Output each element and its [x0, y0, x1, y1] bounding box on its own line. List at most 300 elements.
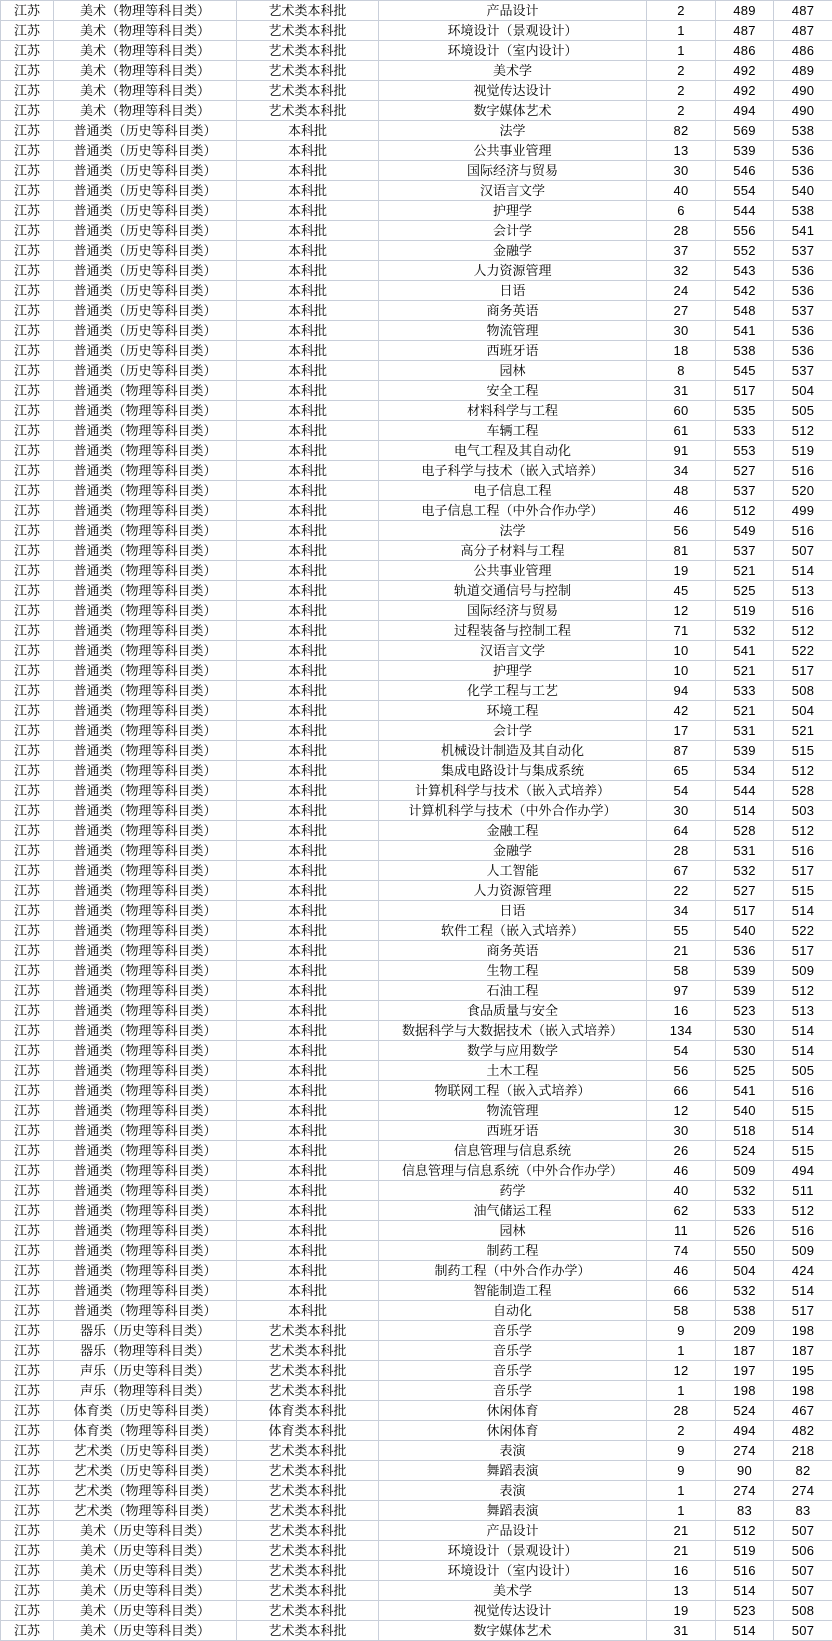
cell-plan-count: 32	[647, 261, 716, 281]
cell-category: 普通类（历史等科目类）	[54, 161, 237, 181]
cell-category: 普通类（物理等科目类）	[54, 941, 237, 961]
cell-low-score: 513	[774, 1001, 832, 1021]
cell-province: 江苏	[1, 1561, 54, 1581]
cell-plan-count: 16	[647, 1001, 716, 1021]
cell-high-score: 523	[716, 1001, 774, 1021]
cell-low-score: 509	[774, 1241, 832, 1261]
cell-high-score: 521	[716, 701, 774, 721]
table-row	[1, 121, 832, 141]
cell-high-score: 533	[716, 681, 774, 701]
cell-batch: 本科批	[237, 781, 379, 801]
cell-high-score: 517	[716, 901, 774, 921]
cell-high-score: 525	[716, 581, 774, 601]
cell-high-score: 540	[716, 921, 774, 941]
table-row	[1, 1541, 832, 1561]
cell-batch: 本科批	[237, 1041, 379, 1061]
cell-plan-count: 2	[647, 61, 716, 81]
cell-high-score: 527	[716, 881, 774, 901]
cell-batch: 本科批	[237, 1201, 379, 1221]
cell-category: 普通类（物理等科目类）	[54, 661, 237, 681]
table-row	[1, 1401, 832, 1421]
cell-high-score: 552	[716, 241, 774, 261]
cell-high-score: 489	[716, 1, 774, 21]
cell-high-score: 538	[716, 1301, 774, 1321]
cell-province: 江苏	[1, 561, 54, 581]
cell-low-score: 274	[774, 1481, 832, 1501]
cell-plan-count: 31	[647, 1621, 716, 1641]
cell-high-score: 274	[716, 1481, 774, 1501]
cell-province: 江苏	[1, 61, 54, 81]
cell-low-score: 512	[774, 621, 832, 641]
cell-category: 美术（历史等科目类）	[54, 1541, 237, 1561]
cell-province: 江苏	[1, 1221, 54, 1241]
cell-category: 普通类（物理等科目类）	[54, 801, 237, 821]
cell-plan-count: 1	[647, 1381, 716, 1401]
cell-high-score: 549	[716, 521, 774, 541]
cell-major: 西班牙语	[379, 341, 647, 361]
cell-major: 环境设计（室内设计）	[379, 41, 647, 61]
cell-high-score: 524	[716, 1401, 774, 1421]
cell-category: 美术（物理等科目类）	[54, 1, 237, 21]
table-row	[1, 1061, 832, 1081]
cell-batch: 本科批	[237, 681, 379, 701]
table-row	[1, 481, 832, 501]
cell-category: 艺术类（历史等科目类）	[54, 1461, 237, 1481]
cell-category: 普通类（物理等科目类）	[54, 581, 237, 601]
cell-major: 金融学	[379, 841, 647, 861]
cell-category: 普通类（物理等科目类）	[54, 1221, 237, 1241]
cell-low-score: 517	[774, 1301, 832, 1321]
cell-major: 机械设计制造及其自动化	[379, 741, 647, 761]
cell-low-score: 512	[774, 421, 832, 441]
cell-province: 江苏	[1, 1261, 54, 1281]
cell-province: 江苏	[1, 1541, 54, 1561]
cell-low-score: 517	[774, 661, 832, 681]
table-row	[1, 921, 832, 941]
table-row	[1, 181, 832, 201]
cell-batch: 艺术类本科批	[237, 1441, 379, 1461]
cell-low-score: 537	[774, 361, 832, 381]
cell-high-score: 540	[716, 1101, 774, 1121]
cell-major: 信息管理与信息系统	[379, 1141, 647, 1161]
cell-low-score: 514	[774, 1121, 832, 1141]
cell-category: 普通类（物理等科目类）	[54, 981, 237, 1001]
cell-major: 人力资源管理	[379, 261, 647, 281]
cell-batch: 本科批	[237, 1281, 379, 1301]
cell-plan-count: 91	[647, 441, 716, 461]
cell-plan-count: 12	[647, 1101, 716, 1121]
table-row	[1, 21, 832, 41]
cell-low-score: 490	[774, 101, 832, 121]
cell-batch: 本科批	[237, 1141, 379, 1161]
cell-province: 江苏	[1, 1141, 54, 1161]
cell-batch: 本科批	[237, 1101, 379, 1121]
cell-low-score: 516	[774, 521, 832, 541]
cell-low-score: 512	[774, 1201, 832, 1221]
cell-batch: 本科批	[237, 1221, 379, 1241]
cell-low-score: 505	[774, 1061, 832, 1081]
cell-category: 普通类（物理等科目类）	[54, 721, 237, 741]
cell-major: 土木工程	[379, 1061, 647, 1081]
cell-plan-count: 71	[647, 621, 716, 641]
cell-major: 化学工程与工艺	[379, 681, 647, 701]
cell-low-score: 520	[774, 481, 832, 501]
cell-plan-count: 46	[647, 1161, 716, 1181]
cell-province: 江苏	[1, 81, 54, 101]
cell-high-score: 187	[716, 1341, 774, 1361]
cell-category: 普通类（物理等科目类）	[54, 441, 237, 461]
cell-high-score: 528	[716, 821, 774, 841]
cell-province: 江苏	[1, 961, 54, 981]
cell-low-score: 536	[774, 321, 832, 341]
cell-batch: 本科批	[237, 461, 379, 481]
cell-high-score: 537	[716, 481, 774, 501]
cell-batch: 艺术类本科批	[237, 81, 379, 101]
cell-major: 食品质量与安全	[379, 1001, 647, 1021]
cell-province: 江苏	[1, 341, 54, 361]
cell-high-score: 544	[716, 201, 774, 221]
cell-batch: 本科批	[237, 741, 379, 761]
cell-high-score: 533	[716, 1201, 774, 1221]
cell-batch: 本科批	[237, 321, 379, 341]
cell-major: 法学	[379, 121, 647, 141]
cell-category: 美术（物理等科目类）	[54, 101, 237, 121]
cell-high-score: 530	[716, 1041, 774, 1061]
cell-plan-count: 66	[647, 1281, 716, 1301]
cell-province: 江苏	[1, 1061, 54, 1081]
cell-high-score: 523	[716, 1601, 774, 1621]
cell-plan-count: 11	[647, 1221, 716, 1241]
cell-major: 国际经济与贸易	[379, 601, 647, 621]
table-row	[1, 1241, 832, 1261]
cell-high-score: 197	[716, 1361, 774, 1381]
cell-batch: 本科批	[237, 1001, 379, 1021]
cell-batch: 艺术类本科批	[237, 1341, 379, 1361]
cell-batch: 艺术类本科批	[237, 1521, 379, 1541]
cell-batch: 本科批	[237, 521, 379, 541]
cell-province: 江苏	[1, 1481, 54, 1501]
cell-plan-count: 87	[647, 741, 716, 761]
cell-plan-count: 2	[647, 81, 716, 101]
table-row	[1, 321, 832, 341]
cell-province: 江苏	[1, 1361, 54, 1381]
cell-major: 汉语言文学	[379, 181, 647, 201]
cell-plan-count: 67	[647, 861, 716, 881]
cell-major: 环境设计（景观设计）	[379, 1541, 647, 1561]
cell-plan-count: 10	[647, 661, 716, 681]
cell-batch: 本科批	[237, 921, 379, 941]
cell-category: 普通类（物理等科目类）	[54, 1001, 237, 1021]
cell-province: 江苏	[1, 821, 54, 841]
cell-batch: 本科批	[237, 861, 379, 881]
cell-major: 制药工程	[379, 1241, 647, 1261]
cell-category: 普通类（物理等科目类）	[54, 1241, 237, 1261]
cell-batch: 本科批	[237, 421, 379, 441]
cell-batch: 本科批	[237, 361, 379, 381]
table-row	[1, 521, 832, 541]
table-row	[1, 821, 832, 841]
cell-batch: 本科批	[237, 581, 379, 601]
cell-high-score: 494	[716, 101, 774, 121]
cell-major: 园林	[379, 361, 647, 381]
cell-batch: 本科批	[237, 221, 379, 241]
cell-plan-count: 30	[647, 161, 716, 181]
cell-category: 普通类（物理等科目类）	[54, 741, 237, 761]
cell-low-score: 515	[774, 1141, 832, 1161]
cell-plan-count: 55	[647, 921, 716, 941]
cell-province: 江苏	[1, 681, 54, 701]
cell-province: 江苏	[1, 1021, 54, 1041]
cell-province: 江苏	[1, 1121, 54, 1141]
table-row	[1, 1221, 832, 1241]
cell-high-score: 538	[716, 341, 774, 361]
table-row	[1, 1281, 832, 1301]
cell-low-score: 503	[774, 801, 832, 821]
table-row	[1, 1081, 832, 1101]
cell-batch: 本科批	[237, 201, 379, 221]
cell-category: 普通类（物理等科目类）	[54, 401, 237, 421]
cell-category: 普通类（物理等科目类）	[54, 1181, 237, 1201]
cell-category: 美术（物理等科目类）	[54, 61, 237, 81]
cell-category: 普通类（物理等科目类）	[54, 641, 237, 661]
cell-high-score: 539	[716, 981, 774, 1001]
cell-category: 普通类（物理等科目类）	[54, 681, 237, 701]
cell-major: 商务英语	[379, 301, 647, 321]
cell-category: 普通类（物理等科目类）	[54, 1041, 237, 1061]
cell-major: 音乐学	[379, 1321, 647, 1341]
cell-major: 汉语言文学	[379, 641, 647, 661]
cell-category: 美术（历史等科目类）	[54, 1581, 237, 1601]
cell-province: 江苏	[1, 1, 54, 21]
cell-low-score: 514	[774, 901, 832, 921]
cell-major: 护理学	[379, 201, 647, 221]
cell-high-score: 531	[716, 721, 774, 741]
table-row	[1, 1101, 832, 1121]
cell-plan-count: 2	[647, 1421, 716, 1441]
table-row	[1, 941, 832, 961]
cell-province: 江苏	[1, 281, 54, 301]
table-row	[1, 981, 832, 1001]
cell-category: 普通类（物理等科目类）	[54, 921, 237, 941]
cell-batch: 本科批	[237, 481, 379, 501]
table-row	[1, 281, 832, 301]
cell-major: 舞蹈表演	[379, 1461, 647, 1481]
cell-province: 江苏	[1, 741, 54, 761]
cell-province: 江苏	[1, 121, 54, 141]
cell-major: 视觉传达设计	[379, 81, 647, 101]
cell-plan-count: 21	[647, 1541, 716, 1561]
cell-province: 江苏	[1, 461, 54, 481]
cell-category: 普通类（物理等科目类）	[54, 521, 237, 541]
cell-low-score: 508	[774, 1601, 832, 1621]
cell-low-score: 82	[774, 1461, 832, 1481]
cell-plan-count: 97	[647, 981, 716, 1001]
cell-batch: 本科批	[237, 761, 379, 781]
cell-high-score: 516	[716, 1561, 774, 1581]
cell-high-score: 83	[716, 1501, 774, 1521]
cell-batch: 本科批	[237, 721, 379, 741]
cell-plan-count: 27	[647, 301, 716, 321]
cell-province: 江苏	[1, 141, 54, 161]
table-row	[1, 201, 832, 221]
cell-plan-count: 28	[647, 841, 716, 861]
cell-high-score: 546	[716, 161, 774, 181]
table-row	[1, 581, 832, 601]
cell-category: 普通类（物理等科目类）	[54, 761, 237, 781]
cell-province: 江苏	[1, 421, 54, 441]
cell-major: 表演	[379, 1441, 647, 1461]
cell-batch: 本科批	[237, 981, 379, 1001]
cell-province: 江苏	[1, 1301, 54, 1321]
cell-province: 江苏	[1, 101, 54, 121]
cell-high-score: 539	[716, 141, 774, 161]
cell-plan-count: 30	[647, 1121, 716, 1141]
cell-low-score: 504	[774, 381, 832, 401]
table-row	[1, 1501, 832, 1521]
cell-province: 江苏	[1, 661, 54, 681]
table-row	[1, 61, 832, 81]
cell-category: 普通类（物理等科目类）	[54, 481, 237, 501]
cell-high-score: 517	[716, 381, 774, 401]
cell-category: 普通类（历史等科目类）	[54, 321, 237, 341]
cell-major: 日语	[379, 281, 647, 301]
cell-low-score: 509	[774, 961, 832, 981]
cell-batch: 本科批	[237, 141, 379, 161]
cell-major: 金融学	[379, 241, 647, 261]
cell-province: 江苏	[1, 201, 54, 221]
cell-category: 普通类（物理等科目类）	[54, 621, 237, 641]
cell-province: 江苏	[1, 1421, 54, 1441]
cell-low-score: 512	[774, 981, 832, 1001]
cell-batch: 本科批	[237, 261, 379, 281]
cell-high-score: 539	[716, 741, 774, 761]
cell-plan-count: 13	[647, 1581, 716, 1601]
table-row	[1, 1601, 832, 1621]
admission-table-body	[1, 1, 832, 1641]
cell-high-score: 521	[716, 561, 774, 581]
table-row	[1, 1461, 832, 1481]
cell-low-score: 424	[774, 1261, 832, 1281]
cell-category: 普通类（物理等科目类）	[54, 701, 237, 721]
cell-major: 物流管理	[379, 1101, 647, 1121]
cell-plan-count: 19	[647, 1601, 716, 1621]
cell-plan-count: 82	[647, 121, 716, 141]
cell-province: 江苏	[1, 41, 54, 61]
cell-major: 休闲体育	[379, 1401, 647, 1421]
cell-low-score: 536	[774, 341, 832, 361]
cell-plan-count: 1	[647, 1481, 716, 1501]
cell-plan-count: 8	[647, 361, 716, 381]
cell-category: 普通类（历史等科目类）	[54, 261, 237, 281]
cell-major: 园林	[379, 1221, 647, 1241]
cell-plan-count: 81	[647, 541, 716, 561]
cell-high-score: 532	[716, 861, 774, 881]
cell-province: 江苏	[1, 721, 54, 741]
cell-batch: 本科批	[237, 1301, 379, 1321]
cell-batch: 本科批	[237, 241, 379, 261]
cell-low-score: 494	[774, 1161, 832, 1181]
table-row	[1, 461, 832, 481]
cell-low-score: 482	[774, 1421, 832, 1441]
cell-province: 江苏	[1, 481, 54, 501]
cell-low-score: 516	[774, 1221, 832, 1241]
cell-high-score: 512	[716, 501, 774, 521]
cell-province: 江苏	[1, 761, 54, 781]
cell-batch: 本科批	[237, 621, 379, 641]
cell-category: 艺术类（物理等科目类）	[54, 1481, 237, 1501]
table-row	[1, 1581, 832, 1601]
cell-major: 产品设计	[379, 1, 647, 21]
cell-category: 普通类（物理等科目类）	[54, 1021, 237, 1041]
cell-province: 江苏	[1, 1501, 54, 1521]
cell-plan-count: 37	[647, 241, 716, 261]
cell-category: 普通类（物理等科目类）	[54, 601, 237, 621]
cell-high-score: 550	[716, 1241, 774, 1261]
cell-low-score: 83	[774, 1501, 832, 1521]
cell-major: 舞蹈表演	[379, 1501, 647, 1521]
table-row	[1, 961, 832, 981]
cell-plan-count: 2	[647, 101, 716, 121]
cell-major: 音乐学	[379, 1361, 647, 1381]
cell-province: 江苏	[1, 801, 54, 821]
cell-low-score: 507	[774, 1581, 832, 1601]
table-row	[1, 861, 832, 881]
cell-high-score: 554	[716, 181, 774, 201]
cell-province: 江苏	[1, 401, 54, 421]
cell-high-score: 537	[716, 541, 774, 561]
cell-plan-count: 21	[647, 941, 716, 961]
table-row	[1, 661, 832, 681]
table-row	[1, 641, 832, 661]
cell-province: 江苏	[1, 981, 54, 1001]
cell-high-score: 524	[716, 1141, 774, 1161]
cell-plan-count: 64	[647, 821, 716, 841]
cell-low-score: 538	[774, 121, 832, 141]
cell-batch: 本科批	[237, 161, 379, 181]
cell-major: 商务英语	[379, 941, 647, 961]
cell-plan-count: 46	[647, 501, 716, 521]
cell-major: 材料科学与工程	[379, 401, 647, 421]
cell-category: 普通类（物理等科目类）	[54, 1141, 237, 1161]
table-row	[1, 381, 832, 401]
cell-batch: 艺术类本科批	[237, 1381, 379, 1401]
cell-high-score: 494	[716, 1421, 774, 1441]
cell-high-score: 541	[716, 1081, 774, 1101]
cell-category: 器乐（物理等科目类）	[54, 1341, 237, 1361]
cell-major: 轨道交通信号与控制	[379, 581, 647, 601]
cell-batch: 艺术类本科批	[237, 1361, 379, 1381]
cell-batch: 本科批	[237, 121, 379, 141]
cell-low-score: 515	[774, 881, 832, 901]
cell-batch: 艺术类本科批	[237, 1541, 379, 1561]
cell-low-score: 487	[774, 21, 832, 41]
cell-province: 江苏	[1, 1341, 54, 1361]
cell-plan-count: 34	[647, 901, 716, 921]
cell-high-score: 514	[716, 1621, 774, 1641]
table-row	[1, 901, 832, 921]
cell-category: 美术（历史等科目类）	[54, 1601, 237, 1621]
table-row	[1, 341, 832, 361]
cell-major: 电气工程及其自动化	[379, 441, 647, 461]
cell-plan-count: 30	[647, 321, 716, 341]
cell-province: 江苏	[1, 301, 54, 321]
cell-province: 江苏	[1, 901, 54, 921]
cell-category: 普通类（历史等科目类）	[54, 221, 237, 241]
cell-province: 江苏	[1, 1401, 54, 1421]
cell-major: 音乐学	[379, 1341, 647, 1361]
cell-batch: 本科批	[237, 961, 379, 981]
table-row	[1, 1201, 832, 1221]
